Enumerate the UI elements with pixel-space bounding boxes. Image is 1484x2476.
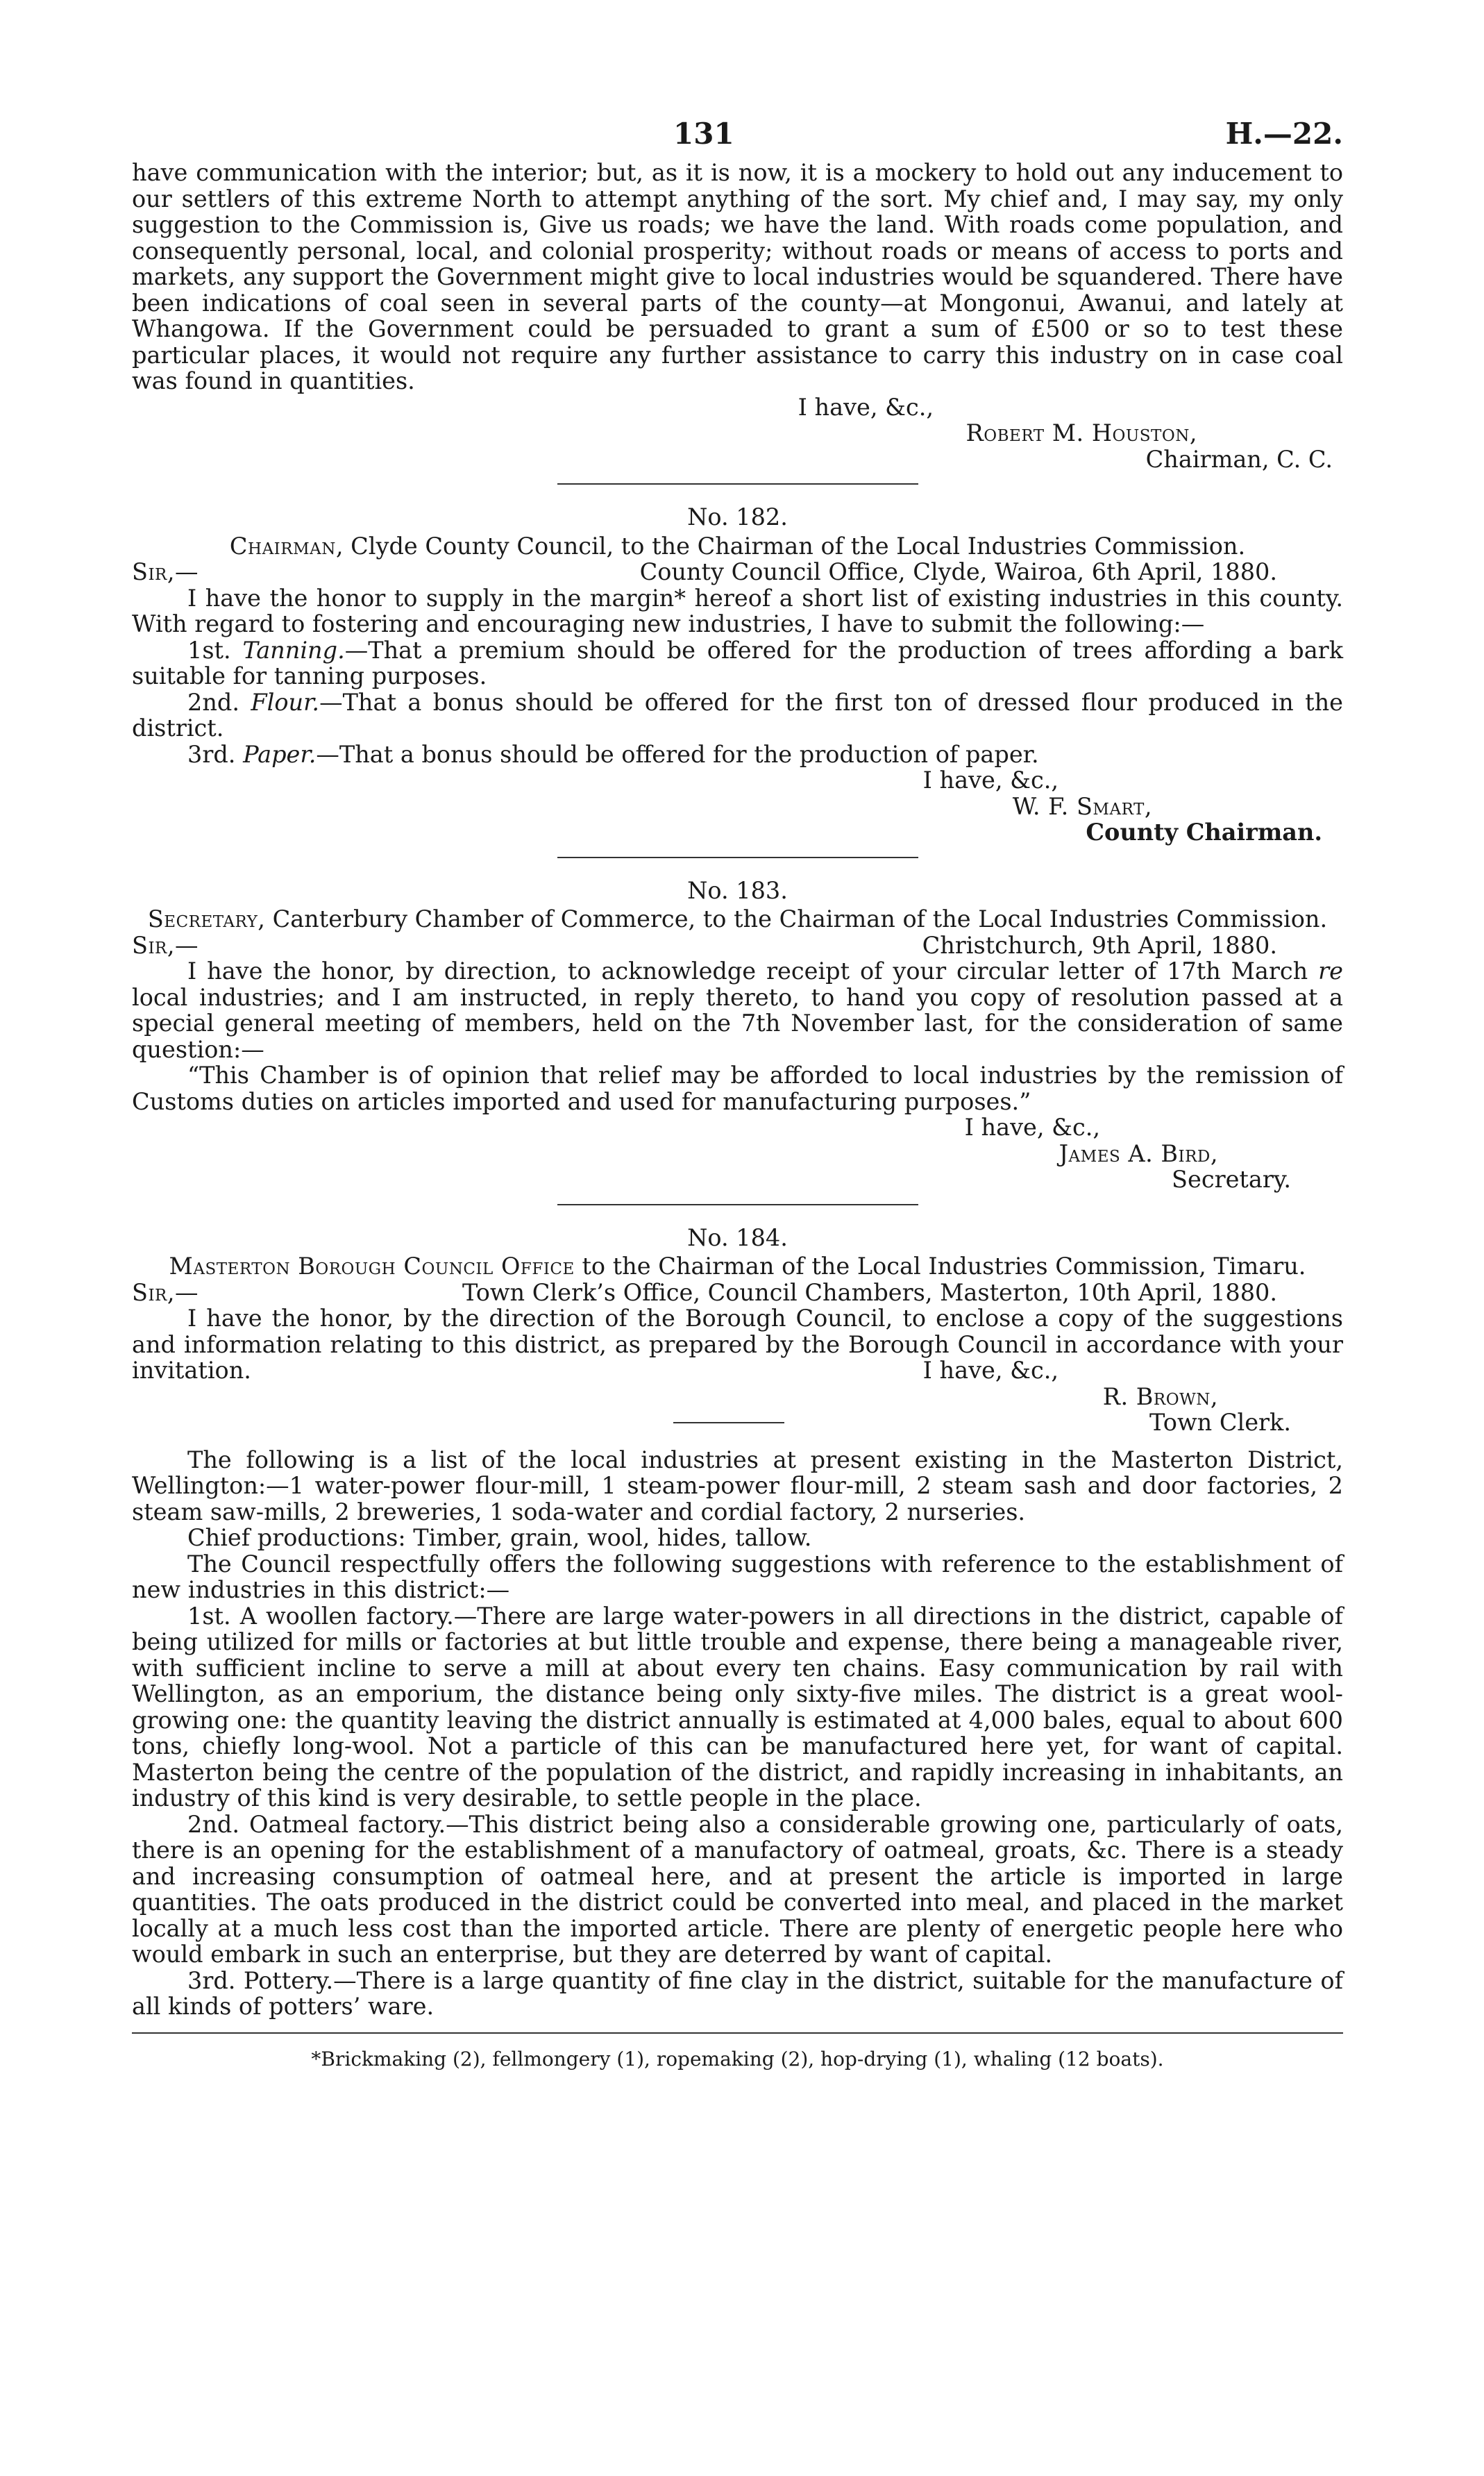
letter-184-title: Town Clerk. <box>1149 1409 1291 1436</box>
body-text-rest: local industries; and I am instructed, in reply thereto, to hand you copy of resolution passed at a special general meeting of members, held on the 7th November last, for the consideration of same question:— <box>132 983 1343 1063</box>
item-text: —That a premium should be offered for the production of trees affording a bark suitable for tanning purposes. <box>132 636 1343 689</box>
section-divider <box>557 857 918 858</box>
page-number: 131 <box>673 117 734 151</box>
letter-183-signatory: James A. Bird, <box>1059 1139 1218 1167</box>
letter-184-from: Masterton Borough Council Office <box>169 1253 575 1280</box>
letter-184-salutation: Sir,— <box>132 1278 199 1306</box>
item-label: Flour. <box>251 688 320 716</box>
letter-183-heading <box>132 906 1343 932</box>
letter-182-closing: I have, &c., <box>922 767 1059 794</box>
enclosure-para-4: 1st. A woollen factory.—There are large water-powers in all directions in the district, capable of being utilized for mills or factories at but little trouble and expense, there being a manageable river, with sufficient incline to serve a mill at about every ten chains. Easy communication by rail with Wellington, as an emporium, the distance being only sixty-five miles. The district is a great wool-growing one: the quantity leaving the district annually is estimated at 4,000 bales, equal to about 600 tons, chiefly long-wool. Not a particle of this can be manufactured here yet, for want of capital. Masterton being the centre of the population of the district, and rapidly increasing in inhabitants, an industry of this kind is very desirable, to settle people in the place. <box>132 1602 1343 1812</box>
letter-182-address: County Council Office, Clyde, Wairoa, 6th April, 1880. <box>639 558 1277 585</box>
letter-182-title: County Chairman. <box>1086 819 1322 846</box>
item-number: 1st. <box>187 636 231 664</box>
intro-paragraph: have communication with the interior; but, as it is now, it is a mockery to hold out any inducement to our settlers of this extreme North to attempt anything of the sort. My chief and, I may say, my only suggestion to the Commission is, Give us roads; we have the land. With roads come population, and consequently personal, local, and colonial prosperity; without roads or means of access to ports and markets, any support the Government might give to local industries would be squandered. There have been indications of coal seen in several parts of the county—at Mongonui, Awanui, and lately at Whangowa. If the Government could be persuaded to grant a sum of £500 or so to test these particular places, it would not require any further assistance to carry this industry on in case coal was found in quantities. <box>132 159 1343 394</box>
item-label: Tanning. <box>242 636 345 664</box>
footnote-rule <box>132 2032 1343 2034</box>
enclosure-para-1: The following is a list of the local industries at present existing in the Masterton District, Wellington:—1 water-power flour-mill, 1 steam-power flour-mill, 2 steam sash and door factories, 2 steam saw-mills, 2 breweries, 1 soda-water and cordial factory, 2 nurseries. <box>132 1446 1343 1525</box>
letter-184-salutation-line <box>132 1280 1343 1306</box>
enclosure-para-6: 3rd. Pottery.—There is a large quantity of fine clay in the district, suitable for the manufacture of all kinds of potters’ ware. <box>132 1966 1343 2020</box>
letter-183-salutation-line <box>132 932 1343 959</box>
letter-184-address: Town Clerk’s Office, Council Chambers, Masterton, 10th April, 1880. <box>462 1278 1277 1306</box>
letter-182-heading-rest: , Clyde County Council, to the Chairman of the Local Industries Commission. <box>335 532 1246 560</box>
letter-183-number: No. 183. <box>687 876 788 904</box>
section-divider <box>557 483 918 485</box>
body-re: re <box>1318 957 1343 985</box>
section-divider <box>557 1204 918 1205</box>
letter-182-item-3 <box>132 742 1343 768</box>
letter-182-heading <box>132 533 1343 560</box>
letter-182-item-1 <box>132 637 1343 689</box>
letter-183-quote: “This Chamber is of opinion that relief may be afforded to local industries by the remission of Customs duties on articles imported and used for manufacturing purposes.” <box>132 1062 1343 1115</box>
intro-signatory: Robert M. Houston, <box>966 419 1197 446</box>
letter-183-from: Secretary <box>147 905 258 932</box>
letter-182-number: No. 182. <box>687 503 788 530</box>
letter-182-from: Chairman <box>229 532 336 560</box>
item-text: —That a bonus should be offered for the first ton of dressed flour produced in the district. <box>132 688 1343 742</box>
letter-184-closing: I have, &c., <box>922 1357 1059 1384</box>
letter-182-salutation: Sir,— <box>132 558 199 585</box>
letter-184-signatory: R. Brown, <box>1102 1382 1218 1410</box>
series-reference: H.—22. <box>1225 117 1343 151</box>
letter-184-heading-rest: to the Chairman of the Local Industries Commission, Timaru. <box>574 1253 1306 1280</box>
item-number: 2nd. <box>187 688 239 716</box>
body-text: I have the honor, by direction, to acknowledge receipt of your circular letter of 17th March <box>187 957 1319 985</box>
enclosure-para-5: 2nd. Oatmeal factory.—This district being also a considerable growing one, particularly of oats, there is an opening for the establishment of a manufactory of oatmeal, groats, &c. There is a steady and increasing consumption of oatmeal here, and at present the article is imported in large quantities. The oats produced in the district could be converted into meal, and placed in the market locally at a much less cost than the imported article. There are plenty of energetic people here who would embark in such an enterprise, but they are deterred by want of capital. <box>132 1810 1343 1968</box>
letter-183-title: Secretary. <box>1172 1166 1291 1193</box>
letter-183-heading-rest: , Canterbury Chamber of Commerce, to the Chairman of the Local Industries Commission. <box>258 905 1328 932</box>
letter-182-signatory: W. F. Smart, <box>1012 792 1152 820</box>
letter-183-salutation: Sir,— <box>132 931 199 959</box>
short-rule <box>673 1422 784 1423</box>
letter-182-item-2 <box>132 689 1343 742</box>
page-header <box>132 111 1343 160</box>
letter-182-salutation-line <box>132 559 1343 585</box>
document-page <box>132 111 1343 2072</box>
letter-183-closing: I have, &c., <box>964 1114 1100 1141</box>
letter-184-body: I have the honor, by the direction of the Borough Council, to enclose a copy of the suggestions and information relating to this district, as prepared by the Borough Council in accordance with your invitation. <box>132 1305 1343 1384</box>
item-text: —That a bonus should be offered for the production of paper. <box>316 740 1039 768</box>
letter-184-title-line <box>132 1410 1343 1436</box>
enclosure-para-2: Chief productions: Timber, grain, wool, hides, tallow. <box>187 1524 812 1551</box>
item-label: Paper. <box>243 740 317 768</box>
footnote: *Brickmaking (2), fellmongery (1), ropemaking (2), hop-drying (1), whaling (12 boats). <box>311 2047 1164 2071</box>
item-number: 3rd. <box>187 740 236 768</box>
intro-title: Chairman, C. C. <box>1145 445 1333 473</box>
intro-closing: I have, &c., <box>798 393 934 421</box>
letter-184-number: No. 184. <box>687 1223 788 1251</box>
letter-182-body: I have the honor to supply in the margin* hereof a short list of existing industries in this county. With regard to fostering and encouraging new industries, I have to submit the following:— <box>132 584 1343 637</box>
letter-183-address: Christchurch, 9th April, 1880. <box>922 931 1277 959</box>
letter-184-heading <box>132 1253 1343 1280</box>
enclosure-para-3: The Council respectfully offers the following suggestions with reference to the establishment of new industries in this district:— <box>132 1550 1343 1603</box>
letter-183-body <box>132 958 1343 1062</box>
